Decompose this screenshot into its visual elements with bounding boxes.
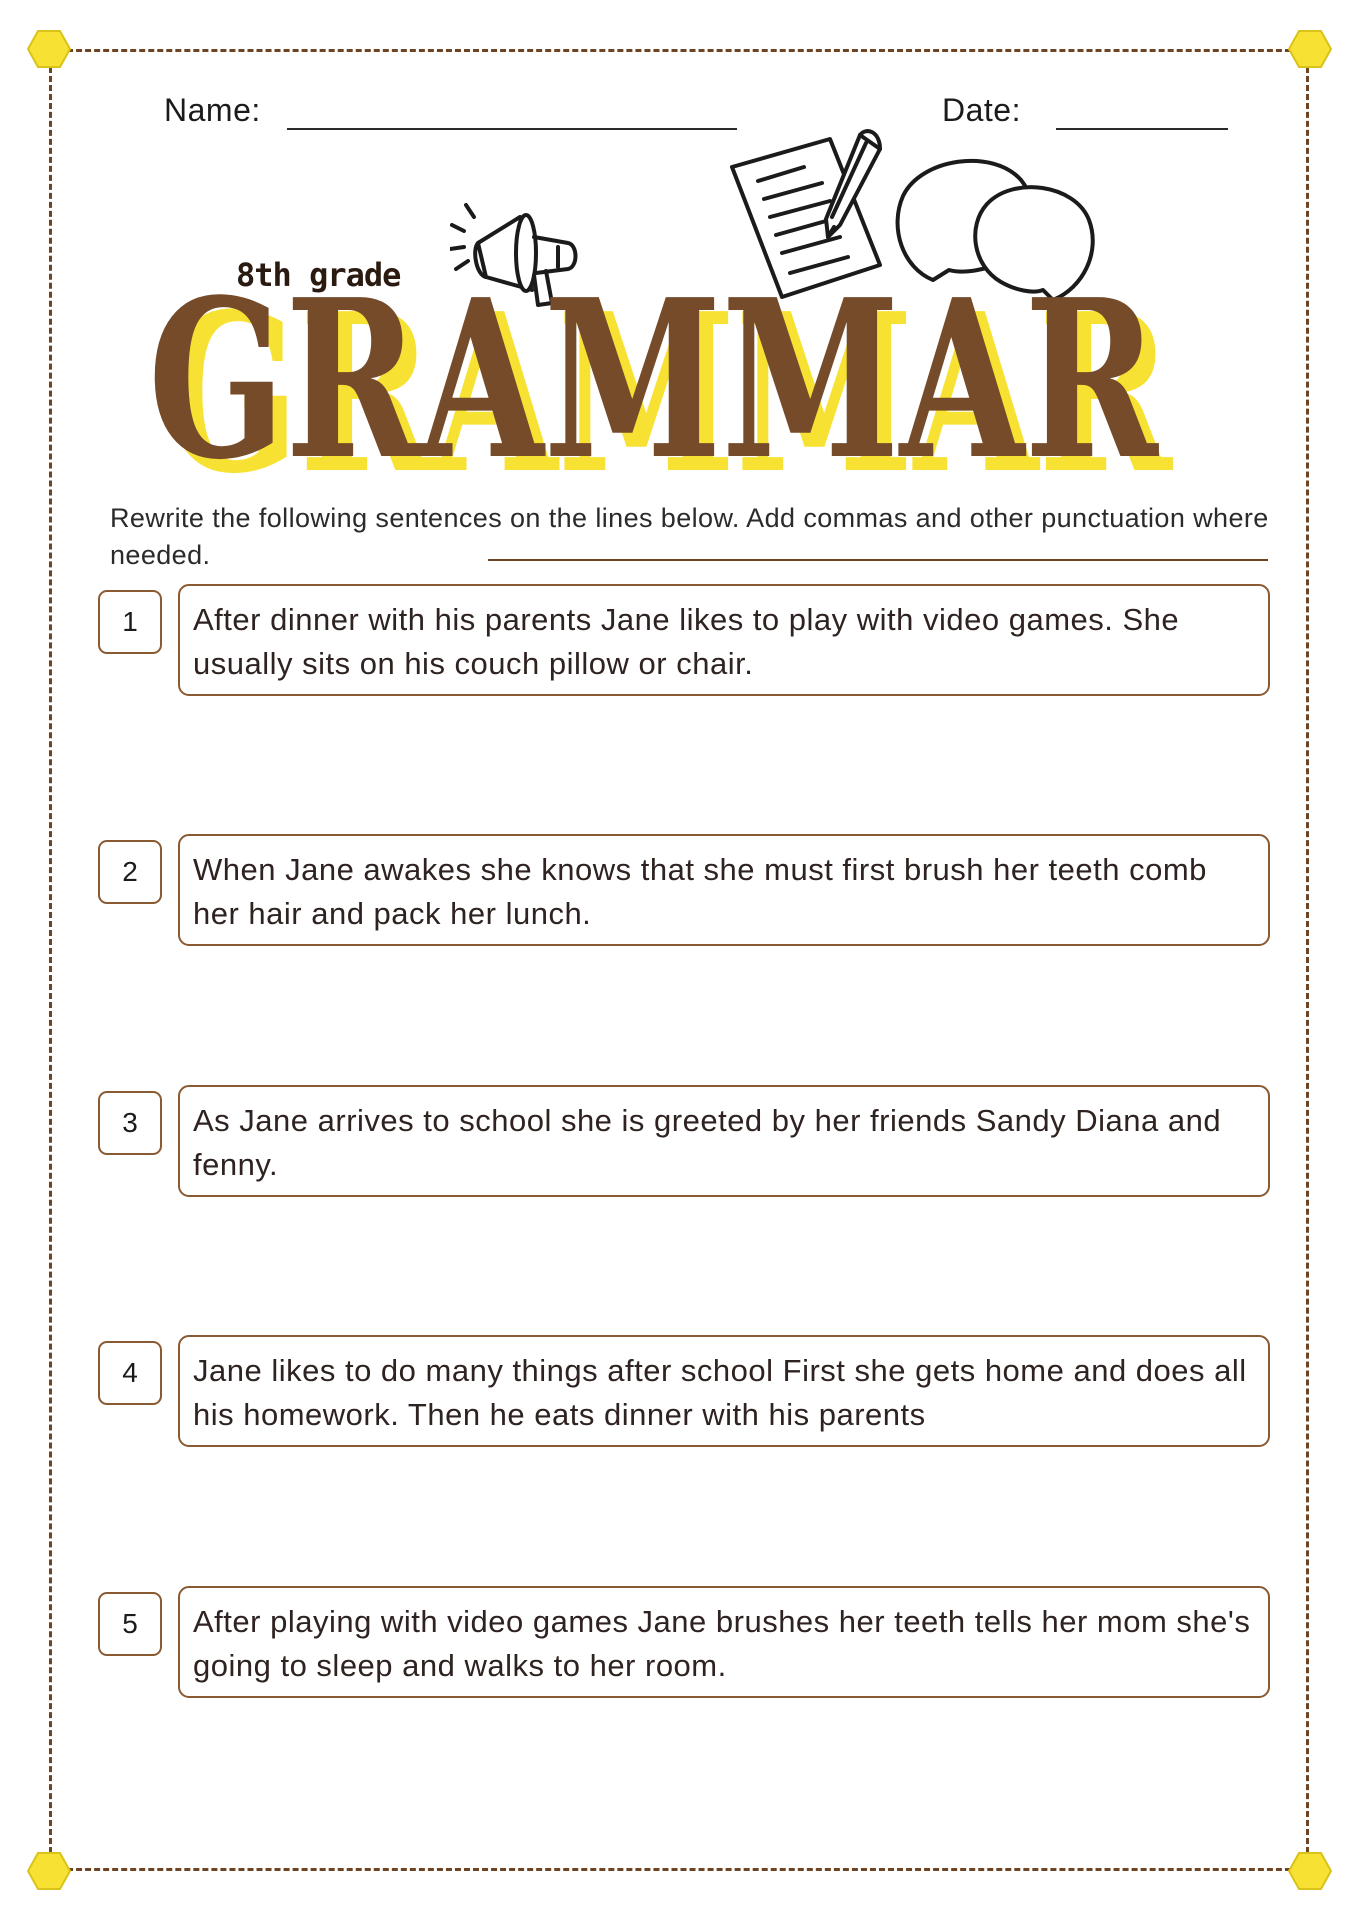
sentence-box-2: When Jane awakes she knows that she must first brush her teeth comb her hair and pack her lunch. — [178, 834, 1270, 946]
hexagon-corner-icon — [1288, 1851, 1332, 1891]
paper-pencil-icon — [730, 125, 910, 305]
item-number-1: 1 — [98, 590, 162, 654]
item-number-5: 5 — [98, 1592, 162, 1656]
item-number-3: 3 — [98, 1091, 162, 1155]
sentence-box-4: Jane likes to do many things after school First she gets home and does all his homework. Then he eats dinner with his parents — [178, 1335, 1270, 1447]
grade-subtitle: 8th grade — [236, 256, 401, 294]
hexagon-corner-icon — [27, 29, 71, 69]
name-field[interactable] — [287, 128, 737, 130]
grammar-title-shadow: GRAMMAR — [162, 290, 1174, 490]
item-number-2: 2 — [98, 840, 162, 904]
grammar-title-text: GRAMMAR — [148, 290, 1160, 490]
date-label: Date: — [942, 92, 1021, 128]
name-label: Name: — [164, 92, 261, 128]
hexagon-corner-icon — [27, 1851, 71, 1891]
sentence-box-5: After playing with video games Jane brushes her teeth tells her mom she's going to sleep and walks to her room. — [178, 1586, 1270, 1698]
sentence-box-1: After dinner with his parents Jane likes to play with video games. She usually sits on his couch pillow or chair. — [178, 584, 1270, 696]
sentence-box-3: As Jane arrives to school she is greeted by her friends Sandy Diana and fenny. — [178, 1085, 1270, 1197]
instructions-text: Rewrite the following sentences on the lines below. Add commas and other punctuation where needed. — [110, 503, 1269, 570]
date-field[interactable] — [1056, 128, 1228, 130]
grammar-title — [140, 290, 1220, 490]
instructions-underline — [488, 559, 1268, 561]
hexagon-corner-icon — [1288, 29, 1332, 69]
item-number-4: 4 — [98, 1341, 162, 1405]
